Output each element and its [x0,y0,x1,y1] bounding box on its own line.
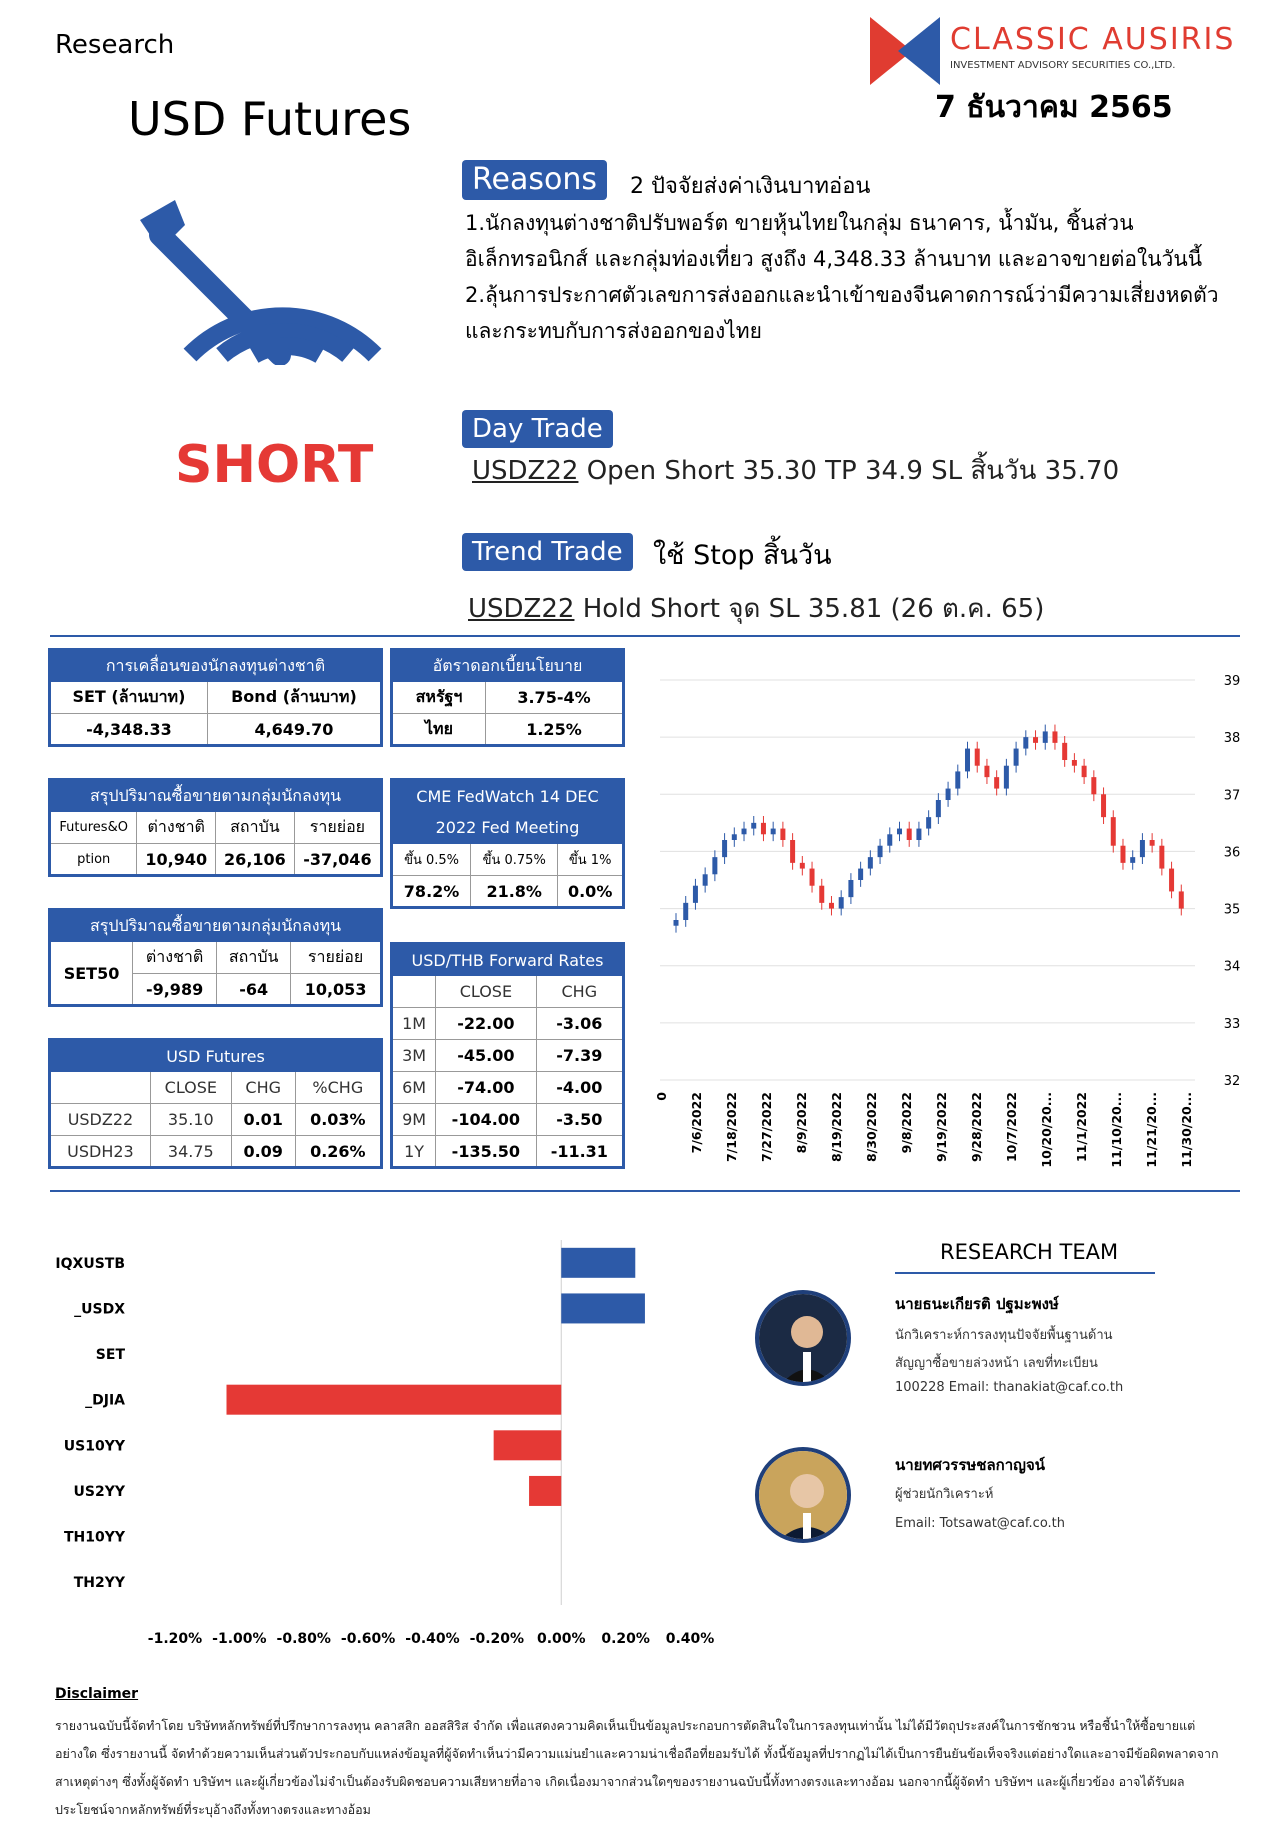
x-tick-label: 8/9/2022 [794,1092,809,1154]
x-tick-label: -1.20% [147,1631,203,1647]
table-subtitle: 2022 Fed Meeting [392,812,624,844]
col-header: รายย่อย [294,812,381,844]
cell: -64 [217,974,291,1006]
trend-trade-headline: ใช้ Stop สิ้นวัน [653,540,832,571]
col-header: CHG [231,1072,295,1104]
candle [722,840,727,857]
x-tick-label: 0 [654,1092,669,1101]
x-tick-label: 11/10/20... [1109,1092,1124,1168]
cell: 0.01 [231,1104,295,1136]
bar [227,1385,562,1415]
candle [897,829,902,835]
candle [868,857,873,868]
bar [561,1293,645,1323]
brand-name: CLASSIC AUSIRIS [950,22,1236,57]
cell: 4,649.70 [207,714,381,746]
x-tick-label: -0.80% [276,1631,331,1647]
col-header: ขึ้น 0.75% [471,844,558,876]
row-label: ไทย [392,714,486,746]
y-tick-label: 37 [1223,788,1241,804]
table-title: สรุปปริมาณซื้อขายตามกลุ่มนักลงทุน [50,780,382,812]
candle [1169,869,1174,892]
x-tick-label: 7/18/2022 [724,1092,739,1163]
cell: -3.50 [536,1104,623,1136]
candle [683,903,688,920]
y-tick-label: 38 [1223,731,1241,747]
y-tick-label: 36 [1223,845,1241,861]
section-label: Research [55,30,175,60]
candle [810,869,815,886]
cell: 1.25% [485,714,623,746]
candle [751,823,756,829]
reason-line: 2.ลุ้นการประกาศตัวเลขการส่งออกและนำเข้าของจีนคาดการณ์ว่ามีความเสี่ยงหดตัว [465,283,1219,307]
cell: 21.8% [471,876,558,908]
member-email: Email: Totsawat@caf.co.th [895,1516,1066,1531]
table-title: USD Futures [50,1040,382,1072]
x-tick-label: 9/19/2022 [934,1092,949,1163]
col-header: สถาบัน [217,942,291,974]
col-header: ขึ้น 1% [558,844,624,876]
candle [984,766,989,777]
member-name: นายธนะเกียรติ ปฐมะพงษ์ [895,1295,1059,1313]
col-header: CLOSE [436,976,537,1008]
category-label: SET [95,1347,125,1364]
disclaimer-text: รายงานฉบับนี้จัดทำโดย บริษัทหลักทรัพย์ที่ปรึกษาการลงทุน คลาสสิก ออสสิริส จำกัด เพื่อแสดงความคิดเห็นเป็นข้อมูลประกอบการตัดสินใจในการลงทุนเท่านั้น ไม่ได้มีวัตถุประสงค์ในการชักชวน หรือชี้นำให้ซื้อขายแต่อย่างใด ซึ่งรายงานนี้ จัดทำด้วยความเห็นส่วนตัวประกอบกับแหล่งข้อมูลที่ผู้จัดทำเห็นว่ามีความแม่นยำและความน่าเชื่อถือที่ยอมรับได้ ทั้งนี้ข้อมูลที่ปรากฏไม่ได้เป็นการยืนยันข้อเท็จจริงแต่อย่างใดและอาจมีข้อผิดพลาดจากสาเหตุต่างๆ ซึ่งทั้งผู้จัดทำ บริษัทฯ และผู้เกี่ยวข้องไม่จำเป็นต้องรับผิดชอบความเสียหายที่อาจ เกิดเนื่องมาจากส่วนใดๆของรายงานฉบับนี้ทั้งทางตรงและทางอ้อม นอกจากนี้ผู้จัดทำ บริษัทฯ และผู้เกี่ยวข้อง อาจได้รับผลประโยชน์จากหลักทรัพย์ที่ระบุอ้างถึงทั้งทางตรงและทางอ้อม [55,1718,1219,1817]
cell [50,1072,151,1104]
foreign-flow-table [48,648,383,747]
candle [1140,840,1145,857]
member-role [895,1322,1113,1378]
fedwatch-table [390,778,625,909]
cell: -11.31 [536,1136,623,1168]
category-label: US2YY [73,1483,125,1500]
reasons-headline: 2 ปัจจัยส่งค่าเงินบาทอ่อน [630,174,871,199]
reasons-body [465,205,1255,349]
candle [1052,731,1057,742]
cell: 10,940 [137,844,216,876]
x-tick-label: 0.40% [665,1631,715,1647]
cell: -4,348.33 [50,714,208,746]
reason-line: และกระทบกับการส่งออกของไทย [465,319,762,343]
x-tick-label: 7/27/2022 [759,1092,774,1163]
x-tick-label: -1.00% [212,1631,267,1647]
candle [712,857,717,874]
candle [848,880,853,897]
category-label: _USDX [74,1301,125,1318]
x-tick-label: 11/21/20... [1144,1092,1159,1168]
candle [1023,737,1028,748]
day-trade-detail: Open Short 35.30 TP 34.9 SL สิ้นวัน 35.70 [578,456,1120,486]
candle [1179,891,1184,908]
candle [994,777,999,788]
brand-subtitle: INVESTMENT ADVISORY SECURITIES CO.,LTD. [950,60,1176,71]
candle [742,829,747,835]
signal-label: SHORT [175,435,374,495]
candle [965,749,970,772]
cell: -135.50 [436,1136,537,1168]
usd-futures-table [48,1038,383,1169]
row-label: 1Y [392,1136,436,1168]
category-label: TH2YY [73,1575,125,1592]
cell: 0.03% [295,1104,381,1136]
divider [50,1190,1240,1192]
candle [1101,794,1106,817]
candle [771,829,776,835]
team-title: RESEARCH TEAM [940,1240,1119,1264]
x-tick-label: 0.00% [536,1631,586,1647]
candle [878,846,883,857]
cell: -37,046 [294,844,381,876]
table-title: อัตราดอกเบี้ยนโยบาย [392,650,624,682]
cell: -45.00 [436,1040,537,1072]
candle [1082,766,1087,777]
avatar [755,1447,851,1543]
row-label: ption [50,844,137,876]
candle [761,823,766,834]
candle [703,874,708,885]
candle [1091,777,1096,794]
x-tick-label: -0.40% [405,1631,460,1647]
candle [800,863,805,869]
col-header: ต่างชาติ [137,812,216,844]
trend-trade-tag: Trend Trade [462,533,633,571]
candle [946,789,951,800]
cell: 0.09 [231,1136,295,1168]
x-tick-label: 7/6/2022 [689,1092,704,1154]
candle [1014,749,1019,766]
col-header: Bond (ล้านบาท) [207,682,381,714]
candle [1150,840,1155,846]
x-tick-label: -0.60% [340,1631,396,1647]
cell: -4.00 [536,1072,623,1104]
day-trade-symbol: USDZ22 [472,456,579,486]
reason-line: อิเล็กทรอนิกส์ และกลุ่มท่องเที่ยว สูงถึง 4,348.33 ล้านบาท และอาจขายต่อในวันนี้ [465,247,1203,271]
member-name: นายทศวรรษชลกาญจน์ [895,1456,1045,1474]
candle [936,800,941,817]
candle [819,886,824,903]
day-trade-tag: Day Trade [462,410,613,448]
cell: 0.0% [558,876,624,908]
cell: -74.00 [436,1072,537,1104]
candle [732,834,737,840]
x-tick-label: 11/1/2022 [1074,1092,1089,1163]
y-tick-label: 34 [1223,959,1241,975]
row-label: 3M [392,1040,436,1072]
candle [674,920,679,926]
row-label: 1M [392,1008,436,1040]
forward-rates-table [390,942,625,1169]
cell [392,976,436,1008]
x-tick-label: 11/30/20... [1179,1092,1194,1168]
category-label: IQXUSTB [55,1255,125,1272]
candle [1043,731,1048,742]
col-header: ขึ้น 0.5% [392,844,471,876]
reasons-tag: Reasons [462,160,607,200]
x-tick-label: 8/30/2022 [864,1092,879,1163]
cell: 10,053 [291,974,382,1006]
usdthb-chart [650,660,1250,1180]
cell: -9,989 [133,974,217,1006]
team-divider [895,1272,1155,1274]
cell: 34.75 [150,1136,231,1168]
table-title: CME FedWatch 14 DEC [392,780,624,812]
row-label: USDH23 [50,1136,151,1168]
y-tick-label: 39 [1223,674,1241,689]
x-tick-label: -0.20% [469,1631,525,1647]
candle [955,771,960,788]
row-label: 6M [392,1072,436,1104]
member-role-line: นักวิเคราะห์การลงทุนปัจจัยพื้นฐานด้าน [895,1328,1113,1343]
candle [780,829,785,840]
set50-summary-table [48,908,383,1007]
candle [1062,743,1067,760]
bar [561,1248,635,1278]
x-tick-label: 9/28/2022 [969,1092,984,1163]
cell: -3.06 [536,1008,623,1040]
page-title: USD Futures [128,92,412,146]
avatar [755,1290,851,1386]
y-tick-label: 35 [1223,902,1241,918]
col-header: SET (ล้านบาท) [50,682,208,714]
col-header: รายย่อย [291,942,382,974]
row-label: 9M [392,1104,436,1136]
report-date: 7 ธันวาคม 2565 [935,90,1173,125]
bar [494,1430,562,1460]
candle [1072,760,1077,766]
candle [790,840,795,863]
cell: -7.39 [536,1040,623,1072]
policy-rate-table [390,648,625,747]
candle [693,886,698,903]
y-tick-label: 32 [1223,1074,1241,1089]
day-trade-text [472,450,1119,491]
trend-trade-symbol: USDZ22 [468,594,575,624]
futures-summary-table [48,778,383,877]
y-tick-label: 33 [1223,1016,1241,1032]
candle [907,829,912,840]
col-header: CLOSE [150,1072,231,1104]
candle [829,903,834,909]
bar [529,1476,561,1506]
cell: 26,106 [216,844,295,876]
member-email: 100228 Email: thanakiat@caf.co.th [895,1380,1124,1395]
row-label: SET50 [50,942,133,1006]
cell: 3.75-4% [485,682,623,714]
candle [975,749,980,766]
x-tick-label: 8/19/2022 [829,1092,844,1163]
x-tick-label: 0.20% [601,1631,650,1647]
candle [926,817,931,828]
member-role-line: สัญญาซื้อขายล่วงหน้า เลขที่ทะเบียน [895,1356,1098,1371]
category-label: TH10YY [63,1529,125,1546]
trend-trade-detail: Hold Short จุด SL 35.81 (26 ต.ค. 65) [574,594,1045,624]
candle [1033,737,1038,743]
cell: 0.26% [295,1136,381,1168]
col-header: %CHG [295,1072,381,1104]
candle [916,829,921,840]
col-header: CHG [536,976,623,1008]
candle [858,869,863,880]
row-label: Futures&O [50,812,137,844]
divider [50,635,1240,637]
row-label: USDZ22 [50,1104,151,1136]
candle [839,897,844,908]
candle [1159,846,1164,869]
target-dart-icon [130,195,385,365]
table-title: การเคลื่อนของนักลงทุนต่างชาติ [50,650,382,682]
cell: -22.00 [436,1008,537,1040]
candle [887,834,892,845]
cell: 35.10 [150,1104,231,1136]
trend-trade-text [468,588,1044,629]
disclaimer-title: Disclaimer [55,1686,139,1702]
candle [1111,817,1116,846]
row-label: สหรัฐฯ [392,682,486,714]
candle [1004,766,1009,789]
col-header: สถาบัน [216,812,295,844]
table-title: สรุปปริมาณซื้อขายตามกลุ่มนักลงทุน [50,910,382,942]
member-role: ผู้ช่วยนักวิเคราะห์ [895,1487,994,1502]
candle [1120,846,1125,863]
cell: -104.00 [436,1104,537,1136]
reason-line: 1.นักลงทุนต่างชาติปรับพอร์ต ขายหุ้นไทยในกลุ่ม ธนาคาร, น้ำมัน, ชิ้นส่วน [465,211,1134,235]
market-change-chart [50,1220,770,1660]
candle [1130,857,1135,863]
category-label: _DJIA [85,1392,125,1409]
x-tick-label: 9/8/2022 [899,1092,914,1154]
table-title: USD/THB Forward Rates [392,944,624,976]
x-tick-label: 10/20/20... [1039,1092,1054,1168]
category-label: US10YY [63,1438,125,1455]
cell: 78.2% [392,876,471,908]
x-tick-label: 10/7/2022 [1004,1092,1019,1163]
col-header: ต่างชาติ [133,942,217,974]
